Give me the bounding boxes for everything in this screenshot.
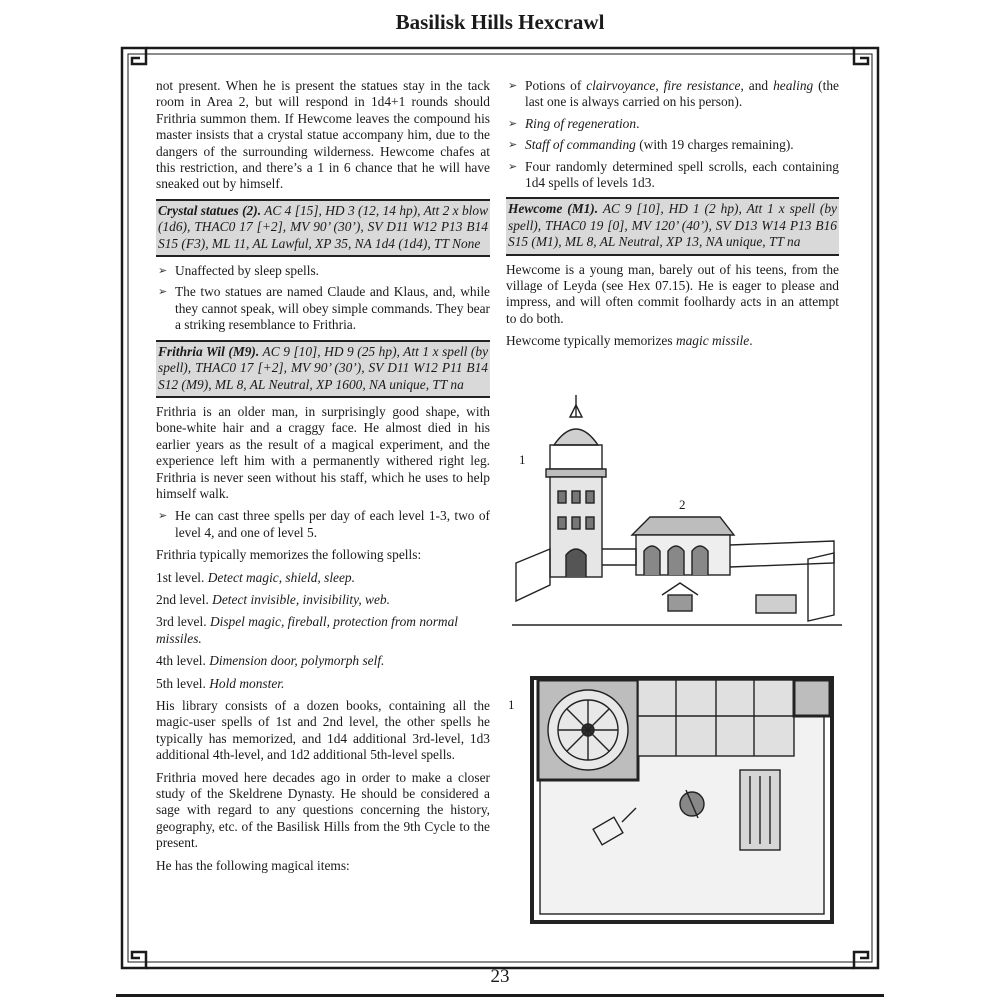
intro-paragraph: not present. When he is present the statues stay in the tack room in Area 2, but will respond in 1d4+1 rounds should Frithria summon them. If Hewcome leaves the compound his master insists that a crystal statue accompany him, due to the dangers of the surrounding wilderness. Hewcome chafes at this restriction, and there’s a 1 in 6 chance that he will have sneaked out by himself. xyxy=(156,78,490,192)
spell-list: Hold monster. xyxy=(209,675,285,691)
compound-floor-plan-illustration xyxy=(526,672,842,928)
spell-list: Detect invisible, invisibility, web. xyxy=(212,591,390,607)
memorizes-line: Frithria typically memorizes the following spells: xyxy=(156,547,422,563)
left-column xyxy=(156,78,490,880)
spell-level-3 xyxy=(156,614,490,647)
magical-items-intro: He has the following magical items: xyxy=(156,857,350,873)
list-item: ➢ Four randomly determined spell scrolls, each containing 1d4 spells of levels 1d3. xyxy=(506,159,839,192)
list-item: ➢ He can cast three spells per day of each level 1-3, two of level 4, and one of level 5. xyxy=(156,508,490,541)
spell-level-2 xyxy=(156,592,490,608)
list-item: ➢ Staff of commanding (with 19 charges remaining). xyxy=(506,137,839,153)
statue-bullet-list xyxy=(156,263,490,334)
library-paragraph: His library consists of a dozen books, containing all the magic-user spells of 1st and 2nd level, the other spells he typically has memorized, and 1d4 additional 3rd-level, 1d3 additional 4th-level, and 1d2 additional 5th-level spells. xyxy=(156,698,490,763)
statblock-body: AC 9 [10], HD 9 (25 hp), Att 1 x spell (by spell), THAC0 17 [+2], MV 90’ (30’), SV D11 W12 P11 B14 S12 (M9), ML 8, AL Neutral, XP 1600, NA unique, TT na xyxy=(158,343,489,392)
page-number: 23 xyxy=(490,966,510,987)
list-item: ➢ Potions of clairvoyance, fire resistance, and healing (the last one is always carried on his person). xyxy=(506,78,839,111)
spell-casting-bullet-list xyxy=(156,508,490,541)
page-header-title: Basilisk Hills Hexcrawl xyxy=(395,10,605,34)
spell-level-label: 4th level. xyxy=(156,653,206,669)
spell-level-label: 5th level. xyxy=(156,675,206,691)
plan-label-1: 1 xyxy=(508,697,515,712)
statblock-name: Frithria Wil (M9). xyxy=(158,343,260,359)
spell-level-5 xyxy=(156,676,490,692)
elevation-label-2: 2 xyxy=(679,497,686,512)
hewcome-description: Hewcome is a young man, barely out of his teens, from the village of Leyda (see Hex 07.15). He is eager to please and impress, and will often commit foolhardy acts in an attempt to do both. xyxy=(506,261,839,326)
statblock-body: AC 9 [10], HD 1 (2 hp), Att 1 x spell (by spell), THAC0 19 [0], MV 120’ (40’), SV D13 W14 P13 B16 S15 (M1), ML 8, AL Neutral, XP 13, NA unique, TT na xyxy=(508,201,837,250)
tower-elevation-illustration xyxy=(512,395,842,635)
spell-list: Dimension door, polymorph self. xyxy=(209,653,385,669)
spell-level-label: 2nd level. xyxy=(156,591,209,607)
spell-level-label: 3rd level. xyxy=(156,614,207,630)
spell-list: Detect magic, shield, sleep. xyxy=(207,569,355,585)
spell-level-1 xyxy=(156,570,490,586)
right-column xyxy=(506,78,839,356)
bottom-rule xyxy=(116,994,884,997)
statblock-name: Crystal statues (2). xyxy=(158,202,262,218)
frithria-description: Frithria is an older man, in surprisingly good shape, with bone-white hair and a craggy face. He almost died in his earlier years as the result of a magical experiment, and the experience left him with a permanently withered right leg. Frithria is never seen without his staff, which he uses to help himself walk. xyxy=(156,403,490,501)
statblock-name: Hewcome (M1). xyxy=(508,201,599,217)
hewcome-statblock xyxy=(506,197,839,255)
hewcome-memorizes: Hewcome typically memorizes magic missile. xyxy=(506,333,753,349)
list-item: ➢ Unaffected by sleep spells. xyxy=(156,263,490,279)
crystal-statues-statblock xyxy=(156,199,490,257)
statblock-body: AC 4 [15], HD 3 (12, 14 hp), Att 2 x blow (1d6), THAC0 17 [+2], MV 90’ (30’), SV D11 W12 P13 B14 S15 (F3), ML 11, AL Lawful, XP 35, NA 1d4 (1d4), TT None xyxy=(158,202,489,251)
list-item: ➢ The two statues are named Claude and Klaus, and, while they cannot speak, will obey simple commands. They bear a striking resemblance to Frithria. xyxy=(156,284,490,333)
elevation-label-1: 1 xyxy=(519,452,526,467)
moved-here-paragraph: Frithria moved here decades ago in order to make a closer study of the Skeldrene Dynasty. He should be considered a sage with regard to any questions concerning the history, geography, etc. of the Basilisk Hills from the 9th Cycle to the present. xyxy=(156,769,490,851)
spell-level-4 xyxy=(156,653,490,669)
list-item: ➢ Ring of regeneration. xyxy=(506,116,839,132)
magical-items-list xyxy=(506,78,839,191)
frithria-statblock xyxy=(156,340,490,398)
spell-list: Dispel magic, fireball, protection from normal missiles. xyxy=(156,614,459,646)
spell-level-label: 1st level. xyxy=(156,569,205,585)
